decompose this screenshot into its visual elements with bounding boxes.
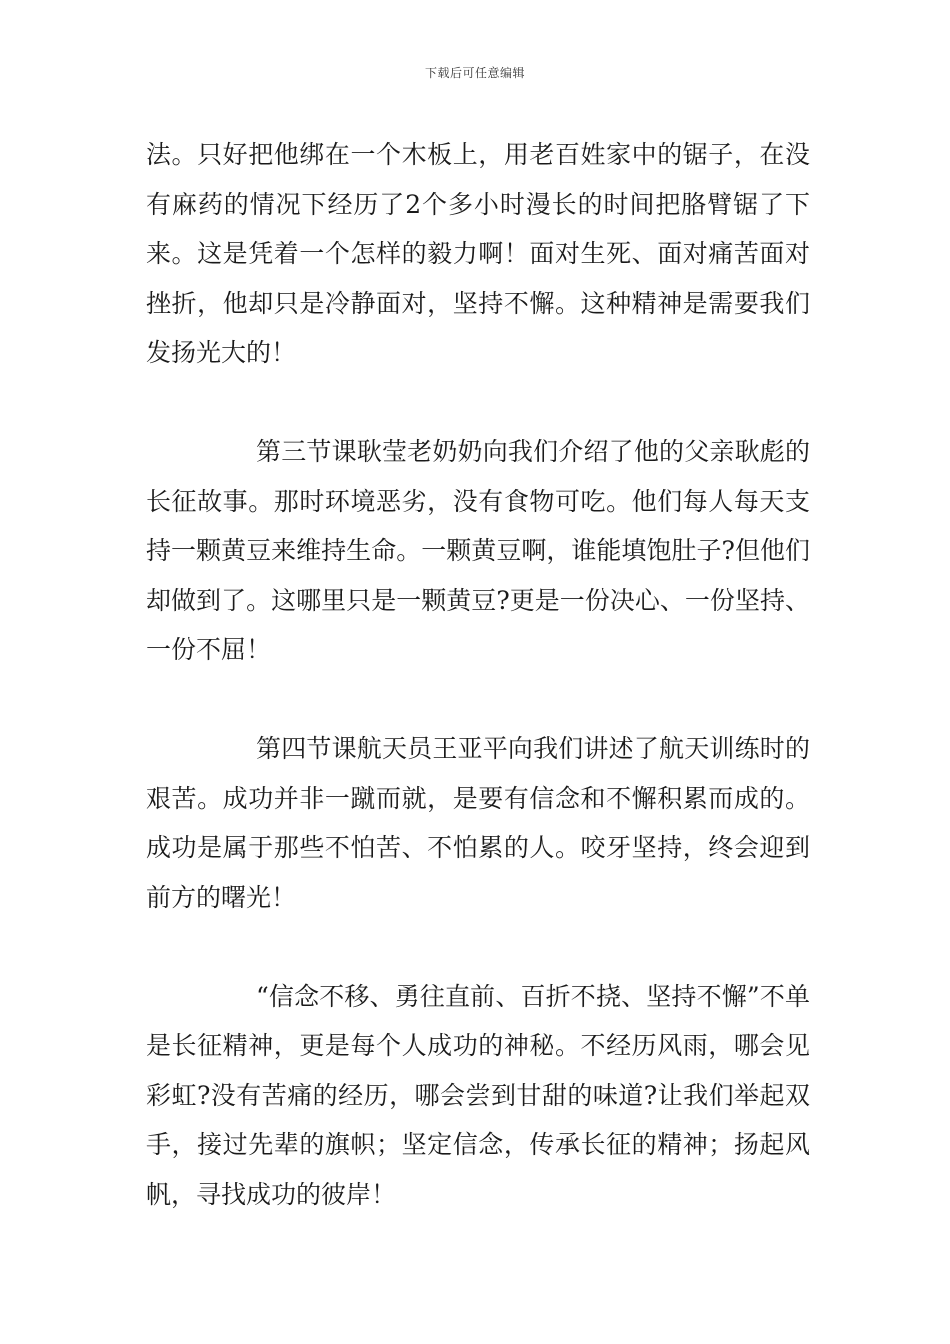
paragraph-conclusion: “信念不移、勇往直前、百折不挠、坚持不懈”不单是长征精神，更是每个人成功的神秘。不经历风雨，哪会见彩虹?没有苦痛的经历，哪会尝到甘甜的味道?让我们举起双手，接过先辈的旗帜；坚定信念，传承长征的精神；扬起风帆，寻找成功的彼岸！ <box>146 981 810 1209</box>
document-body <box>146 130 810 1219</box>
paragraph-fourth-lesson: 第四节课航天员王亚平向我们讲述了航天训练时的艰苦。成功并非一蹴而就，是要有信念和不懈积累而成的。成功是属于那些不怕苦、不怕累的人。咬牙坚持，终会迎到前方的曙光！ <box>146 734 810 912</box>
paragraph-third-lesson: 第三节课耿莹老奶奶向我们介绍了他的父亲耿彪的长征故事。那时环境恶劣，没有食物可吃。他们每人每天支持一颗黄豆来维持生命。一颗黄豆啊，谁能填饱肚子?但他们却做到了。这哪里只是一颗黄豆?更是一份决心、一份坚持、一份不屈！ <box>146 437 810 664</box>
paragraph-continuation: 法。只好把他绑在一个木板上，用老百姓家中的锯子，在没有麻药的情况下经历了2个多小时漫长的时间把胳臂锯了下来。这是凭着一个怎样的毅力啊！面对生死、面对痛苦面对挫折，他却只是冷静面对，坚持不懈。这种精神是需要我们发扬光大的！ <box>146 140 810 367</box>
page-header: 下载后可任意编辑 <box>424 66 525 80</box>
